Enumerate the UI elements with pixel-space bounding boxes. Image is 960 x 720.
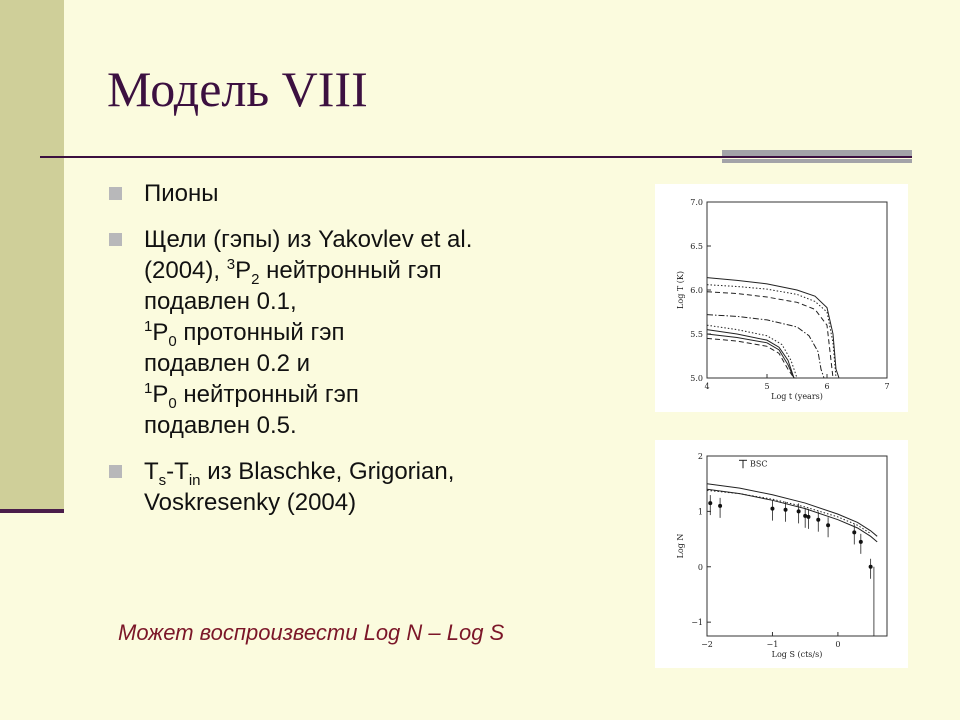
left-decor-band — [0, 0, 64, 510]
title-divider-accent — [722, 150, 912, 156]
y-tick-label: 1 — [697, 507, 703, 517]
left-decor-line — [0, 509, 64, 513]
subscript: s — [158, 471, 167, 489]
bullet-text-line: подавлен 0.2 и — [144, 350, 311, 377]
text-fragment: P — [152, 381, 169, 408]
y-tick-label: 6.0 — [690, 286, 703, 295]
text-fragment: протонный гэп — [176, 319, 345, 346]
x-tick-label: 5 — [764, 382, 770, 391]
cooling-curves-chart — [655, 184, 908, 412]
bullet-text-line: Щели (гэпы) из Yakovlev et al. — [144, 226, 473, 253]
data-point — [784, 508, 788, 512]
bullet-item-gaps — [107, 224, 627, 441]
y-tick-label: 6.5 — [690, 242, 703, 251]
superscript: 1 — [144, 318, 153, 335]
bullet-text: Пионы — [144, 180, 219, 207]
bullet-text-line — [144, 456, 627, 487]
data-point — [708, 501, 712, 505]
y-axis-label: Log N — [676, 533, 685, 559]
title-divider-accent-lower — [722, 159, 912, 163]
y-tick-label: 5.0 — [690, 374, 703, 383]
bullet-list — [107, 178, 627, 533]
superscript: 1 — [144, 380, 153, 397]
series-line — [707, 489, 877, 542]
slide-title: Модель VIII — [107, 61, 368, 117]
data-point — [770, 507, 774, 511]
data-point — [718, 504, 722, 508]
data-point — [816, 518, 820, 522]
bullet-text-line — [144, 379, 627, 410]
subscript: 0 — [168, 394, 177, 412]
y-axis-label: Log T (K) — [676, 271, 685, 309]
superscript: 3 — [226, 256, 236, 273]
series-line — [707, 484, 877, 537]
plot-frame — [707, 456, 887, 636]
bullet-item-pions — [107, 178, 627, 209]
cooling-curves-svg — [655, 184, 908, 412]
x-tick-label: 7 — [884, 382, 890, 391]
bullet-square-icon — [109, 465, 122, 478]
bullet-square-icon — [109, 233, 122, 246]
bullet-item-ts-tin — [107, 456, 627, 518]
data-point — [826, 523, 830, 527]
text-fragment: P — [152, 319, 169, 346]
text-fragment: нейтронный гэп — [259, 257, 442, 284]
x-axis-label: Log S (cts/s) — [771, 650, 823, 659]
text-fragment: нейтронный гэп — [176, 381, 359, 408]
y-tick-label: 7.0 — [690, 198, 703, 207]
bullet-text-line — [144, 255, 627, 286]
x-tick-label: −2 — [701, 640, 713, 649]
series-line — [707, 292, 833, 378]
x-axis-label: Log t (years) — [771, 392, 823, 401]
x-tick-label: 6 — [824, 382, 830, 391]
text-fragment: P — [235, 257, 252, 284]
text-fragment: T — [144, 458, 159, 485]
logn-logs-svg — [655, 440, 908, 668]
legend-label: BSC — [750, 459, 768, 469]
series-line — [707, 490, 871, 533]
text-fragment: - — [166, 458, 175, 485]
text-fragment: T — [174, 458, 189, 485]
series-line — [707, 334, 797, 378]
footnote-italic: Может воспроизвести Log N – Log S — [118, 620, 505, 645]
subscript: in — [188, 471, 201, 489]
data-point — [869, 565, 873, 569]
bullet-text-line: подавлен 0.5. — [144, 412, 297, 439]
data-point — [852, 530, 856, 534]
subscript: 2 — [251, 270, 260, 288]
title-divider — [40, 156, 912, 158]
x-tick-label: 4 — [704, 382, 710, 391]
bullet-text-line: подавлен 0.1, — [144, 288, 297, 315]
text-fragment: из Blaschke, Grigorian, — [200, 458, 455, 485]
bullet-text-line: Voskresenky (2004) — [144, 489, 357, 516]
series-line — [707, 285, 836, 378]
data-point — [797, 509, 801, 513]
y-tick-label: 5.5 — [690, 330, 703, 339]
subscript: 0 — [168, 332, 177, 350]
data-point — [806, 515, 810, 519]
y-tick-label: 2 — [697, 452, 703, 461]
y-tick-label: −1 — [691, 618, 703, 628]
bullet-square-icon — [109, 187, 122, 200]
y-tick-label: 0 — [697, 562, 703, 572]
x-tick-label: −1 — [766, 640, 779, 649]
x-tick-label: 0 — [835, 640, 841, 649]
data-point — [859, 540, 863, 544]
text-fragment: (2004), — [144, 257, 227, 284]
series-line — [707, 325, 797, 378]
logn-logs-chart — [655, 440, 908, 668]
bullet-text-line — [144, 317, 627, 348]
series-line — [707, 330, 797, 378]
